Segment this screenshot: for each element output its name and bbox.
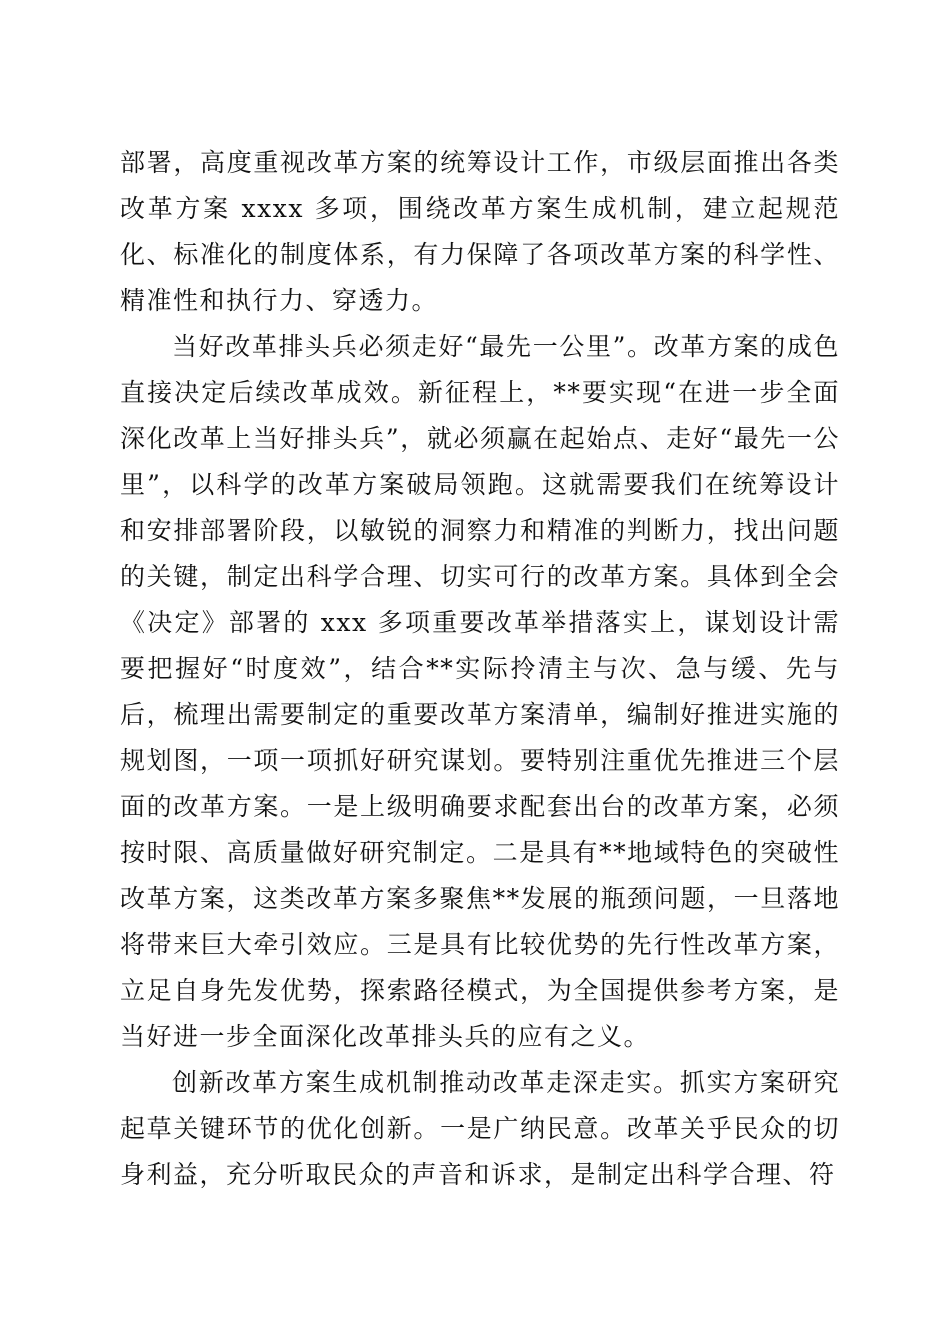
paragraph-1: 部署，高度重视改革方案的统筹设计工作，市级层面推出各类改革方案 xxxx 多项，围绕改革方案生成机制，建立起规范化、标准化的制度体系，有力保障了各项改革方案的科学性、精准性和执行力、穿透力。: [120, 148, 840, 315]
document-body: [120, 140, 840, 1198]
paragraph-2: 当好改革排头兵必须走好“最先一公里”。改革方案的成色直接决定后续改革成效。新征程上，**要实现“在进一步全面深化改革上当好排头兵”，就必须赢在起始点、走好“最先一公里”，以科学的改革方案破局领跑。这就需要我们在统筹设计和安排部署阶段，以敏锐的洞察力和精准的判断力，找出问题的关键，制定出科学合理、切实可行的改革方案。具体到全会《决定》部署的 xxx 多项重要改革举措落实上，谋划设计需要把握好“时度效”，结合**实际拎清主与次、急与缓、先与后，梳理出需要制定的重要改革方案清单，编制好推进实施的规划图，一项一项抓好研究谋划。要特别注重优先推进三个层面的改革方案。一是上级明确要求配套出台的改革方案，必须按时限、高质量做好研究制定。二是具有**地域特色的突破性改革方案，这类改革方案多聚焦**发展的瓶颈问题，一旦落地将带来巨大牵引效应。三是具有比较优势的先行性改革方案，立足自身先发优势，探索路径模式，为全国提供参考方案，是当好进一步全面深化改革排头兵的应有之义。: [120, 332, 840, 1051]
paragraph-3: 创新改革方案生成机制推动改革走深走实。抓实方案研究起草关键环节的优化创新。一是广纳民意。改革关乎民众的切身利益，充分听取民众的声音和诉求，是制定出科学合理、符: [120, 1068, 840, 1189]
